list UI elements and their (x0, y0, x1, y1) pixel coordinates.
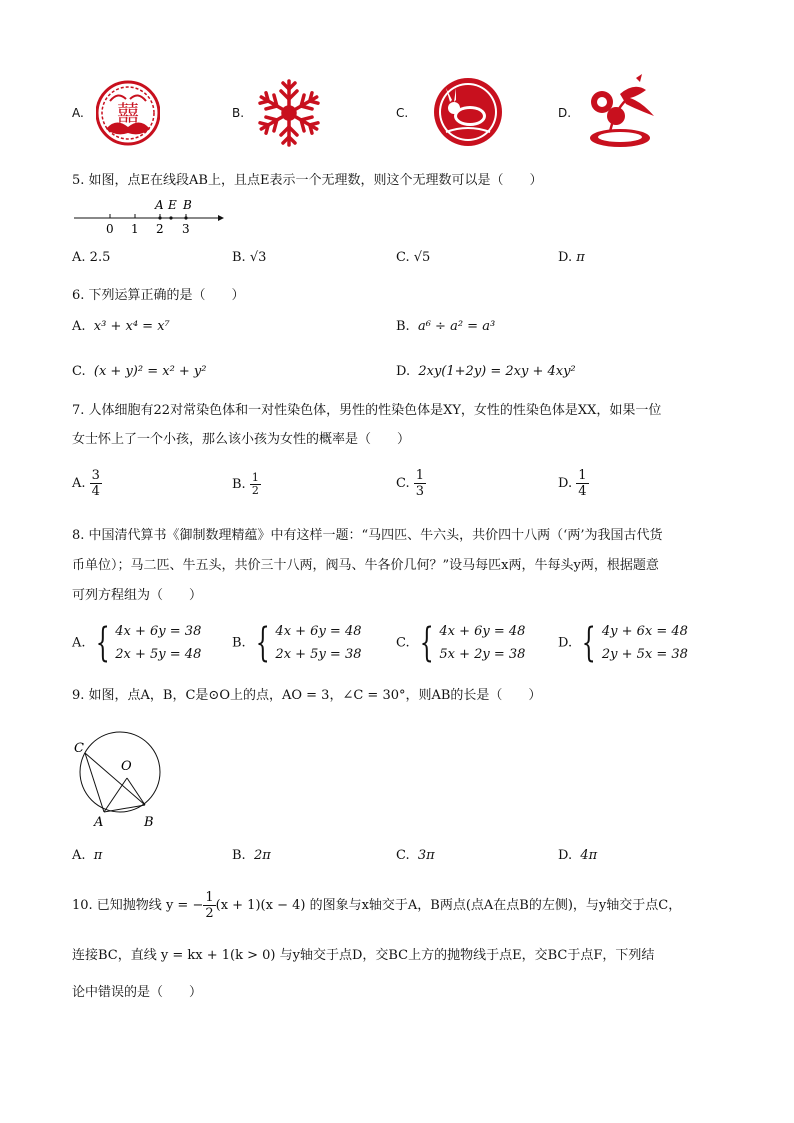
q8-option-d[interactable]: D. { 4y + 6x = 48 2y + 5x = 38 (558, 620, 688, 666)
q8-option-b[interactable]: B. { 4x + 6y = 48 2x + 5y = 38 (232, 620, 362, 666)
q5-stem: 5. 如图，点E在线段AB上，且点E表示一个无理数，则这个无理数可以是（ ） (72, 173, 543, 188)
q6-option-b[interactable]: B. a⁶ ÷ a² = a³ (396, 319, 496, 334)
tick-1-label: 1 (131, 222, 139, 236)
q8-option-c[interactable]: C. { 4x + 6y = 48 5x + 2y = 38 (396, 620, 526, 666)
q8-stem-line1: 8. 中国清代算书《御制数理精蕴》中有这样一题：“马四匹、牛六头，共价四十八两（‘两’为我国古代货 (72, 528, 663, 543)
q9-circle-figure (72, 722, 172, 832)
q7-option-c[interactable]: C. $\frac{1}{3}$ (396, 468, 425, 499)
q9-option-d[interactable]: D. 4π (558, 848, 598, 863)
q9-option-b[interactable]: B. 2π (232, 848, 271, 863)
q7-stem-line2: 女士怀上了一个小孩，那么该小孩为女性的概率是（ ） (72, 432, 411, 447)
q5-option-b[interactable]: B. √3 (232, 250, 267, 265)
q8-option-a[interactable]: A. { 4x + 6y = 38 2x + 5y = 48 (72, 620, 202, 666)
point-C-label: C (74, 741, 84, 756)
q7-option-b[interactable]: B. $\frac{1}{2}$ (232, 471, 259, 497)
q6-option-a[interactable]: A. x³ + x⁴ = x⁷ (72, 319, 170, 334)
q4-option-c-label[interactable]: C. (396, 106, 409, 120)
q4-option-a-label[interactable]: A. (72, 106, 84, 120)
q5-option-c[interactable]: C. √5 (396, 250, 431, 265)
q9-option-a[interactable]: A. π (72, 848, 103, 863)
snowflake-papercut-image (255, 78, 323, 148)
q6-option-c[interactable]: C. (x + y)² = x² + y² (72, 364, 207, 379)
q5-option-a[interactable]: A. 2.5 (72, 250, 111, 265)
q10-stem-line1: 10. 已知抛物线 y = − $\frac{1}{2}$ (x + 1)(x − 4) 的图象与x轴交于A，B两点(点A在点B的左侧)，与y轴交于点C， (72, 890, 682, 921)
q9-stem: 9. 如图，点A，B，C是⊙O上的点，AO = 3，∠C = 30°，则AB的长是（ ） (72, 688, 542, 703)
bird-flower-papercut-image (580, 72, 660, 150)
q7-stem-line1: 7. 人体细胞有22对常染色体和一对性染色体，男性的性染色体是XY，女性的性染色体是XX，如果一位 (72, 403, 662, 418)
tick-0-label: 0 (106, 222, 114, 236)
q8-stem-line2: 币单位）；马二匹、牛五头，共价三十八两，阀马、牛各价几何？”设马每匹x两，牛每头y两，根据题意 (72, 558, 659, 573)
q7-option-a[interactable]: A. $\frac{3}{4}$ (72, 468, 100, 499)
point-B-label: B (183, 198, 192, 212)
svg-text:囍: 囍 (116, 102, 140, 127)
tick-3-label: 3 (182, 222, 190, 236)
tick-2-label: 2 (156, 222, 164, 236)
q5-option-d[interactable]: D. π (558, 250, 585, 265)
q9-option-c[interactable]: C. 3π (396, 848, 435, 863)
point-B-label: B (144, 815, 154, 830)
q10-stem-line2: 连接BC，直线 y = kx + 1(k > 0) 与y轴交于点D，交BC上方的抛物线于点E，交BC于点F，下列结 (72, 948, 655, 963)
q4-option-d-label[interactable]: D. (558, 106, 572, 120)
point-O-label: O (121, 759, 132, 774)
q10-stem-line3: 论中错误的是（ ） (72, 985, 203, 1000)
q6-option-d[interactable]: D. 2xy(1+2y) = 2xy + 4xy² (396, 364, 576, 379)
q5-number-line (72, 196, 232, 238)
q6-stem: 6. 下列运算正确的是（ ） (72, 288, 245, 303)
q4-option-b-label[interactable]: B. (232, 106, 245, 120)
point-E-label: E (168, 198, 177, 212)
double-happiness-papercut-image (96, 77, 160, 149)
point-A-label: A (155, 198, 164, 212)
q7-option-d[interactable]: D. $\frac{1}{4}$ (558, 468, 587, 499)
point-A-label: A (94, 815, 104, 830)
q8-stem-line3: 可列方程组为（ ） (72, 588, 203, 603)
rabbit-papercut-image (432, 76, 504, 148)
